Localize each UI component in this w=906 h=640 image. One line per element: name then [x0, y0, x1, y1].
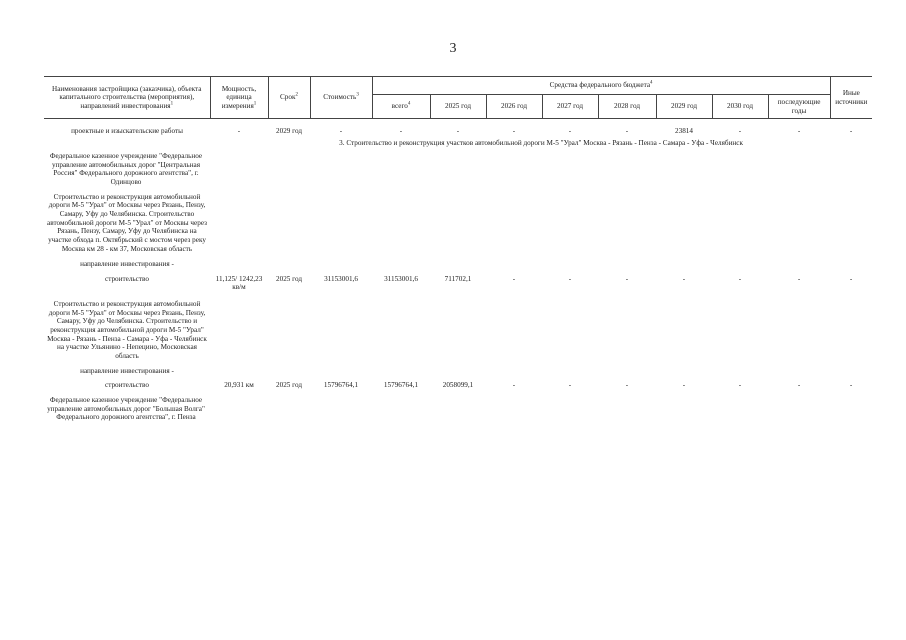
row-later: - [797, 126, 801, 135]
row-2029: - [682, 381, 686, 390]
row-2028: - [625, 126, 629, 135]
row-2026: - [512, 126, 516, 135]
object-row [44, 193, 872, 253]
row-term: 2025 год [276, 274, 302, 283]
org-name: Федеральное казенное учреждение "Федеральное управление автомобильных дорог "Центральная Россия" Федерального дорожного агентства", г. Одинцово [49, 152, 203, 187]
object-row [44, 300, 872, 360]
header-2025: 2025 год [430, 95, 486, 119]
row-2026: - [512, 274, 516, 283]
header-federal-budget: Средства федерального бюджета$^4$ [372, 77, 830, 95]
row-cost: - [339, 126, 343, 135]
table-row [44, 381, 872, 390]
header-2028: 2028 год [598, 95, 656, 119]
investment-table [44, 76, 872, 422]
row-cost: 31153001,6 [324, 274, 358, 283]
header-cost: Стоимость$^3$ [310, 77, 372, 119]
header-capacity: Мощность, единица измерения$^1$ [210, 77, 268, 119]
header-other-sources: Иные источники [830, 77, 872, 119]
table-header [44, 77, 872, 119]
row-2026: - [512, 381, 516, 390]
row-2027: - [568, 126, 572, 135]
direction-label: направление инвестирования - [80, 366, 174, 375]
row-2025: - [456, 126, 460, 135]
row-capacity: 20,931 км [224, 381, 254, 390]
row-2028: - [625, 274, 629, 283]
row-other: - [849, 381, 853, 390]
row-total: 31153001,6 [384, 274, 418, 283]
object-name: Строительство и реконструкция автомобильной дороги М-5 "Урал" от Москвы через Рязань, Пензу, Самару, Уфу до Челябинска. Строительство и реконструкция автомобильной дороги М-5 "Урал" Москва - Рязань - Пенза - Самара - Уфа - Челябинск на участке Ульянино - Непецино, Московская область [47, 300, 207, 360]
header-2027: 2027 год [542, 95, 598, 119]
row-2029: 23814 [675, 126, 693, 135]
object-name: Строительство и реконструкция автомобильной дороги М-5 "Урал" от Москвы через Рязань, Пензу, Самару, Уфу до Челябинска. Строительство автомобильной дороги М-5 "Урал" от Москвы через Рязань, Пензу, Самару, Уфу до Челябинска на участке обхода п. Октябрьский с мостом через реку Москва км 28 - км 37, Московская область [47, 192, 207, 253]
direction-row [44, 367, 872, 376]
row-capacity: 11,125/ 1242,23 кв/м [215, 274, 263, 292]
row-2025: 711702,1 [444, 274, 472, 283]
page-number: 3 [449, 41, 457, 56]
header-term: Срок$^2$ [268, 77, 310, 119]
row-cost: 15796764,1 [323, 381, 359, 390]
row-other: - [849, 126, 853, 135]
row-2030: - [738, 274, 742, 283]
row-term: 2025 год [276, 381, 302, 390]
row-2025: 2058099,1 [442, 381, 474, 390]
direction-row [44, 260, 872, 269]
row-2029: - [682, 274, 686, 283]
row-2030: - [738, 126, 742, 135]
row-total: 15796764,1 [383, 381, 419, 390]
row-2027: - [568, 274, 572, 283]
row-capacity: - [237, 126, 241, 135]
section-row [44, 135, 872, 152]
row-total: - [399, 126, 403, 135]
org-row [44, 396, 872, 422]
table-row [44, 275, 872, 292]
row-later: - [797, 381, 801, 390]
row-2030: - [738, 381, 742, 390]
row-other: - [849, 274, 853, 283]
row-2028: - [625, 381, 629, 390]
header-name: Наименования застройщика (заказчика), объекта капитального строительства (мероприятия), направлений инвестирования$^1$ [44, 77, 210, 119]
header-later-years: последующие годы [768, 95, 830, 119]
row-later: - [797, 274, 801, 283]
header-2026: 2026 год [486, 95, 542, 119]
row-term: 2029 год [276, 126, 302, 135]
row-name: проектные и изыскательские работы [71, 126, 183, 135]
row-2027: - [568, 381, 572, 390]
header-total: всего$^4$ [372, 95, 430, 119]
header-2029: 2029 год [656, 95, 712, 119]
row-name: строительство [105, 381, 149, 390]
table-row [44, 127, 872, 136]
header-2030: 2030 год [712, 95, 768, 119]
org-name: Федеральное казенное учреждение "Федеральное управление автомобильных дорог "Большая Волга" Федерального дорожного агентства", г. Пенза [47, 395, 205, 422]
table-body [44, 119, 872, 422]
direction-label: направление инвестирования - [80, 260, 174, 269]
section-title: 3. Строительство и реконструкция участков автомобильной дороги М-5 "Урал" Москва - Рязань - Пенза - Самара - Уфа - Челябинск [339, 139, 743, 148]
row-name: строительство [105, 274, 149, 283]
org-row [44, 152, 872, 187]
